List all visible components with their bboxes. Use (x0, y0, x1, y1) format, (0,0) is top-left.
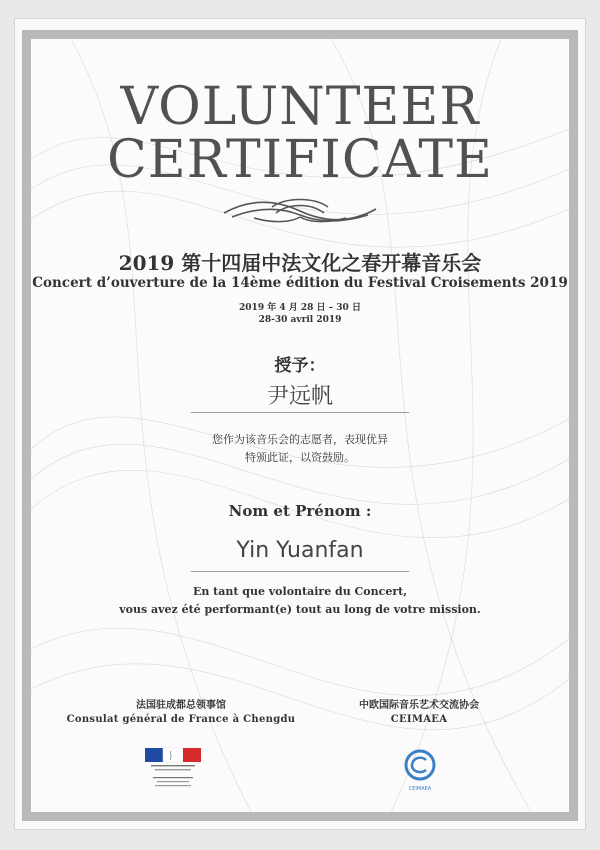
thanks-french-line1: En tant que volontaire du Concert, (192, 585, 408, 598)
ceimaea-logo-text: CEIMAEA (408, 786, 432, 792)
sponsor-ceimaea (299, 699, 539, 727)
event-title-chinese: 2019 第十四届中法文化之春开幕音乐会 (118, 251, 482, 275)
certificate-title-line2: CERTIFICATE (107, 130, 493, 190)
recipient-divider-french (191, 571, 409, 572)
recipient-divider (191, 412, 409, 413)
recipient-name-chinese: 尹远帆 (266, 384, 333, 409)
decorative-flourish-icon (214, 189, 386, 229)
event-date-french: 28-30 avril 2019 (258, 315, 342, 325)
thanks-text-chinese (31, 431, 569, 467)
sponsor-consulate-chinese: 法国驻成都总领事馆 (136, 700, 226, 711)
ceimaea-logo-icon (397, 748, 443, 794)
certificate-content (31, 39, 569, 812)
thanks-french-line2: vous avez été performant(e) tout au long de votre mission. (119, 603, 481, 616)
event-title-french: Concert d’ouverture de la 14ème édition du Festival Croisements 2019 (32, 275, 568, 291)
sponsor-ceimaea-chinese: 中欧国际音乐艺术交流协会 (359, 700, 479, 711)
sponsor-ceimaea-english: CEIMAEA (390, 714, 448, 725)
grant-label: 授予： (274, 356, 326, 376)
sponsor-consulate (61, 699, 301, 727)
certificate-title-line1: VOLUNTEER (120, 77, 480, 137)
sponsor-consulate-french: Consulat général de France à Chengdu (66, 714, 296, 725)
thanks-chinese-line1: 您作为该音乐会的志愿者，表现优异 (212, 433, 388, 446)
inner-frame (22, 30, 578, 821)
thanks-text-french (31, 583, 569, 619)
thanks-chinese-line2: 特颁此证，以资鼓励。 (245, 451, 355, 464)
french-republic-logo-icon (143, 746, 205, 794)
recipient-name-french: Yin Yuanfan (236, 538, 364, 563)
name-label-french: Nom et Prénom : (228, 502, 372, 520)
event-date-chinese: 2019 年 4 月 28 日 – 30 日 (239, 303, 361, 313)
